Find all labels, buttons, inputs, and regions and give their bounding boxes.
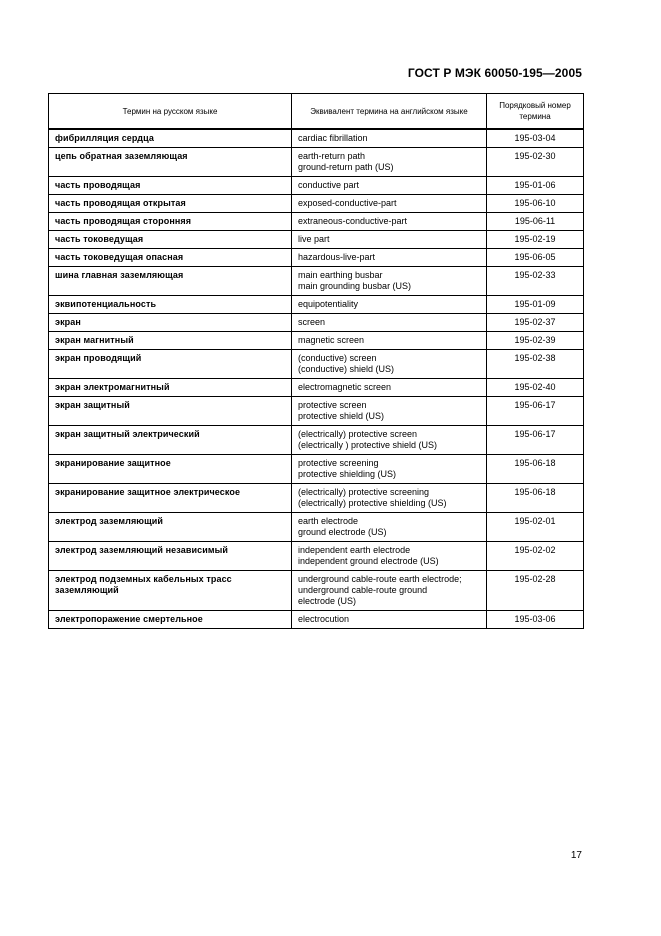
term-number: 195-06-17 <box>487 426 584 455</box>
english-term-line: live part <box>298 234 330 244</box>
english-equivalent <box>292 249 487 267</box>
english-term-line: (conductive) shield (US) <box>298 364 395 374</box>
russian-term: цепь обратная заземляющая <box>49 148 292 177</box>
english-equivalent <box>292 148 487 177</box>
term-number: 195-06-18 <box>487 484 584 513</box>
term-number: 195-02-39 <box>487 332 584 350</box>
russian-term: экран электромагнитный <box>49 379 292 397</box>
english-term-line: (electrically) protective screening <box>298 487 430 497</box>
table-body <box>49 129 584 629</box>
russian-term: экран магнитный <box>49 332 292 350</box>
english-term-line: equipotentiality <box>298 299 359 309</box>
english-equivalent <box>292 177 487 195</box>
english-term-line: (electrically) protective screen <box>298 429 418 439</box>
term-number: 195-02-02 <box>487 542 584 571</box>
term-number: 195-02-28 <box>487 571 584 611</box>
table-row <box>49 426 584 455</box>
header-russian-term: Термин на русском языке <box>49 94 292 130</box>
term-number: 195-06-18 <box>487 455 584 484</box>
russian-term: электрод заземляющий независимый <box>49 542 292 571</box>
english-term-line: ground-return path (US) <box>298 162 394 172</box>
english-term-line: protective shielding (US) <box>298 469 397 479</box>
english-term-line: (conductive) screen <box>298 353 377 363</box>
russian-term: экранирование защитное <box>49 455 292 484</box>
english-term-line: independent earth electrode <box>298 545 411 555</box>
english-term-line: (electrically) protective shielding (US) <box>298 498 447 508</box>
russian-term: фибрилляция сердца <box>49 129 292 148</box>
english-equivalent <box>292 231 487 249</box>
term-number: 195-01-09 <box>487 296 584 314</box>
page-number: 17 <box>570 850 582 861</box>
english-equivalent <box>292 350 487 379</box>
term-number: 195-06-10 <box>487 195 584 213</box>
table-row <box>49 484 584 513</box>
english-equivalent <box>292 195 487 213</box>
english-term-line: magnetic screen <box>298 335 365 345</box>
english-term-line: screen <box>298 317 326 327</box>
term-number: 195-03-06 <box>487 611 584 629</box>
english-term-line: exposed-conductive-part <box>298 198 397 208</box>
english-term-line: extraneous-conductive-part <box>298 216 408 226</box>
table-row <box>49 129 584 148</box>
english-term-line: electrocution <box>298 614 350 624</box>
table-row <box>49 571 584 611</box>
table-row <box>49 296 584 314</box>
table-row <box>49 542 584 571</box>
english-equivalent <box>292 484 487 513</box>
term-number: 195-02-40 <box>487 379 584 397</box>
table-row <box>49 249 584 267</box>
terms-table <box>48 93 584 629</box>
english-equivalent <box>292 542 487 571</box>
english-equivalent <box>292 213 487 231</box>
russian-term: шина главная заземляющая <box>49 267 292 296</box>
table-row <box>49 195 584 213</box>
russian-term: часть проводящая сторонняя <box>49 213 292 231</box>
term-number: 195-06-17 <box>487 397 584 426</box>
table-row <box>49 177 584 195</box>
english-equivalent <box>292 314 487 332</box>
russian-term: экран защитный <box>49 397 292 426</box>
english-equivalent <box>292 332 487 350</box>
table-row <box>49 314 584 332</box>
table-row <box>49 332 584 350</box>
russian-term: экранирование защитное электрическое <box>49 484 292 513</box>
english-equivalent <box>292 513 487 542</box>
table-row <box>49 455 584 484</box>
russian-term: часть токоведущая опасная <box>49 249 292 267</box>
russian-term: эквипотенциальность <box>49 296 292 314</box>
english-term-line: underground cable-route earth electrode; <box>298 574 462 584</box>
term-number: 195-02-19 <box>487 231 584 249</box>
english-term-line: main grounding busbar (US) <box>298 281 412 291</box>
english-term-line: protective shield (US) <box>298 411 385 421</box>
russian-term: электрод заземляющий <box>49 513 292 542</box>
table-row <box>49 350 584 379</box>
russian-term: электрод подземных кабельных трасс заземляющий <box>49 571 292 611</box>
english-term-line: underground cable-route ground <box>298 585 428 595</box>
english-term-line: hazardous-live-part <box>298 252 376 262</box>
table-row <box>49 213 584 231</box>
english-term-line: electromagnetic screen <box>298 382 392 392</box>
table-row <box>49 611 584 629</box>
term-number: 195-02-38 <box>487 350 584 379</box>
russian-term: экран <box>49 314 292 332</box>
term-number: 195-06-05 <box>487 249 584 267</box>
english-term-line: protective screen <box>298 400 367 410</box>
table-row <box>49 397 584 426</box>
english-equivalent <box>292 426 487 455</box>
english-term-line: earth electrode <box>298 516 359 526</box>
english-equivalent <box>292 611 487 629</box>
english-equivalent <box>292 379 487 397</box>
english-term-line: cardiac fibrillation <box>298 133 368 143</box>
header-english-equivalent: Эквивалент термина на английском языке <box>292 94 487 130</box>
table-row <box>49 267 584 296</box>
table-row <box>49 513 584 542</box>
english-equivalent <box>292 296 487 314</box>
term-number: 195-02-30 <box>487 148 584 177</box>
term-number: 195-03-04 <box>487 129 584 148</box>
russian-term: экран проводящий <box>49 350 292 379</box>
english-equivalent <box>292 455 487 484</box>
term-number: 195-02-01 <box>487 513 584 542</box>
english-term-line: electrode (US) <box>298 596 357 606</box>
term-number: 195-02-37 <box>487 314 584 332</box>
english-term-line: ground electrode (US) <box>298 527 387 537</box>
english-term-line: independent ground electrode (US) <box>298 556 439 566</box>
document-header: ГОСТ Р МЭК 60050-195—2005 <box>407 66 582 80</box>
term-number: 195-01-06 <box>487 177 584 195</box>
russian-term: часть проводящая открытая <box>49 195 292 213</box>
russian-term: часть проводящая <box>49 177 292 195</box>
russian-term: электропоражение смертельное <box>49 611 292 629</box>
english-equivalent <box>292 571 487 611</box>
english-term-line: earth-return path <box>298 151 366 161</box>
table-row <box>49 148 584 177</box>
english-equivalent <box>292 129 487 148</box>
english-term-line: protective screening <box>298 458 379 468</box>
russian-term: экран защитный электрический <box>49 426 292 455</box>
table-row <box>49 379 584 397</box>
table-header-row <box>49 94 584 130</box>
russian-term: часть токоведущая <box>49 231 292 249</box>
english-equivalent <box>292 267 487 296</box>
english-term-line: conductive part <box>298 180 360 190</box>
table-row <box>49 231 584 249</box>
header-term-number: Порядковый номер термина <box>487 94 584 130</box>
english-term-line: main earthing busbar <box>298 270 383 280</box>
term-number: 195-06-11 <box>487 213 584 231</box>
term-number: 195-02-33 <box>487 267 584 296</box>
english-equivalent <box>292 397 487 426</box>
english-term-line: (electrically ) protective shield (US) <box>298 440 438 450</box>
